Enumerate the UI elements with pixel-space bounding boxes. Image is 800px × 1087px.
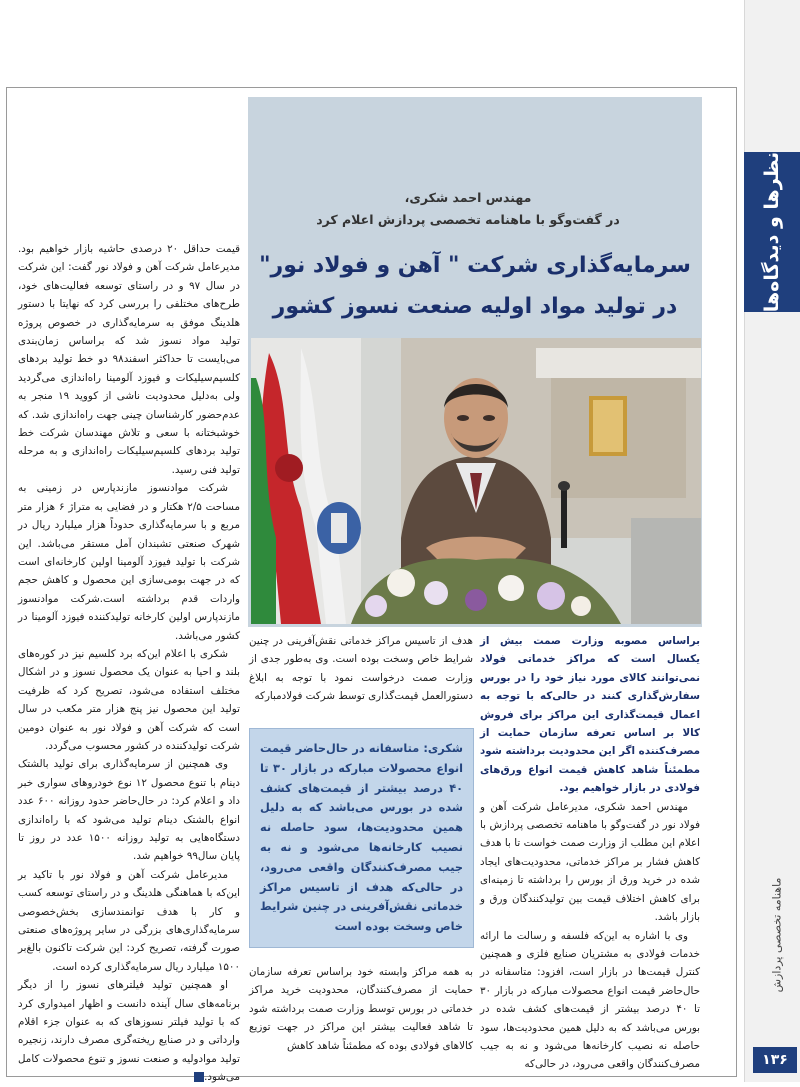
column-middle-bottom — [249, 963, 473, 1055]
context-line: در گفت‌وگو با ماهنامه تخصصی پردازش اعلام کرد — [316, 212, 620, 227]
magazine-name-vertical — [762, 830, 792, 1040]
body-paragraph: هدف از تاسیس مراکز خدماتی نقش‌آفرینی در چنین شرایط خاص وسخت بوده است. وی به‌طور جدی از وزارت صمت درخواست نمود با توجه به ابلاغ دستورالعمل قیمت‌گذاری توسط شرکت فولادمبارکه — [249, 635, 473, 703]
column-left — [18, 240, 240, 1087]
body-paragraph: شکری با اعلام این‌که برد کلسیم نیز در کوره‌های بلند و احیا به عنوان یک محصول نسوز و در اشکال مختلف استفاده می‌شود، تصریح کرد که ظرفیت تولید این محصول نیز پنج هزار متر مکعب در سال است که شرکت آهن و فولاد نور به عنوان دومین شرکت تولیدکننده در کشور محسوب می‌گردد. — [18, 647, 240, 752]
body-paragraph: او همچنین تولید فیلترهای نسوز را از دیگر برنامه‌های سال آینده دانست و اظهار امیدواری کرد که با تولید فیلتر نسوزهای که به عنوان جزء اقلام وارداتی و در صنایع ریخته‌گری مصرف دارند، زنجیره تولید موادولیه و صنعت نسوز و تنوع محصولات کامل می‌شود. — [18, 979, 240, 1084]
end-mark-icon — [194, 1072, 204, 1082]
section-tab-label: نظرها و دیدگاه‌ها — [761, 151, 783, 313]
body-paragraph: مهندس احمد شکری، مدیرعامل شرکت آهن و فولاد نور در گفت‌وگو با ماهنامه تخصصی پردازش با اعلام این مطلب از وزارت صمت خواست تا با هدف کاهش فشار بر مراکز خدماتی، محدودیت‌های ایجاد شده در خرید ورق از بورس را برداشته تا زمینه‌ای برای کاهش اختلاف قیمت بین تولیدکنندگان ورق و بازار باشد. — [480, 800, 700, 924]
body-paragraph: شرکت موادنسوز مازندپارس در زمینی به مساحت ۲/۵ هکتار و در فضایی به متراژ ۶ هزار متر مربع و با سرمایه‌گذاری حدوداً هزار میلیارد ریال در شهرک صنعتی تشبندان آمل مستقر می‌باشد. این شرکت با تولید فیوزد آلومینا اولین کارخانه‌ای است که در جهت بومی‌سازی این محصول و کاهش حجم واردات قدم برداشته است.شرکت موادنسوز مازندپارس اولین کارخانه تولیدکننده فیوزد آلومینا در کشور می‌باشد. — [18, 482, 240, 642]
body-paragraph: به همه مراکز وابسته خود براساس تعرفه سازمان حمایت از مصرف‌کنندگان، محدودیت خرید مراکز خدماتی در بورس توسط وزارت صمت برداشته شود تا شاهد فعالیت بیشتر این مراکز در جهت توزیع کالاهای فولادی بوده که مطمئناً شاهد کاهش — [249, 966, 473, 1052]
column-middle-top — [249, 632, 473, 706]
interview-photo — [251, 338, 701, 624]
body-paragraph: قیمت حداقل ۲۰ درصدی حاشیه بازار خواهیم بود. مدیرعامل شرکت آهن و فولاد نور گفت: این شرکت در سال ۹۷ و در راستای توسعه فعالیت‌های خود، طرح‌های مختلفی را بررسی کرد که نهایتا با دستور هلدینگ موفق به سرمایه‌گذاری در خصوص پروژه تولید مواد نسوز شد که براساس زمان‌بندی می‌بایست تا حداکثر اسفند۹۸ دو خط تولید بردهای کلسیم‌سیلیکات و فیوزد آلومینا راه‌اندازی می‌گردید ولی به‌دلیل محدودیت ناشی از کووید ۱۹ منجر به عدم‌حضور کارشناسان چینی جهت راه‌اندازی شد. که خوشبختانه با سعی و تلاش مهندسان شرکت خط تولید بردهای کلسیم‌سیلیکات راه‌اندازی و به مرحله تولید فنی رسید. — [18, 243, 240, 476]
magazine-name: ماهنامه تخصصی پردازش — [770, 877, 784, 993]
body-paragraph: مدیرعامل شرکت آهن و فولاد نور با تاکید بر این‌که با هماهنگی هلدینگ و در راستای توسعه کسب و کار با هدف توانمندسازی بخش‌خصوصی سرمایه‌گذاری‌های بزرگی در سایر پروژه‌های صنعتی صورت گرفته، تصریح کرد: این شرکت تاکنون بالغ‌بر ۱۵۰۰ میلیارد ریال سرمایه‌گذاری کرده است. — [18, 868, 240, 973]
article-title-line1: سرمایه‌گذاری شرکت " آهن و فولاد نور" — [259, 253, 691, 278]
lead-paragraph: براساس مصوبه وزارت صمت بیش از یکسال است که مراکز خدماتی فولاد نمی‌توانند کالای مورد نیاز خود را در بورس سفارش‌گذاری کنند در حالی‌که با توجه به اعمال قیمت‌گذاری این مراکز برای فروش کالا بر اساس تعرفه سازمان حمایت از مصرف‌کننده اگر این محدودیت برداشته شود مطمئناً شاهد کاهش قیمت انواع ورق‌های فولادی در بازار خواهیم بود. — [480, 635, 700, 795]
speaker-line: مهندس احمد شکری، — [404, 190, 532, 205]
body-paragraph: وی با اشاره به این‌که فلسفه و رسالت ما ارائه خدمات فولادی به مشتریان صنایع فلزی و همچنین کنترل قیمت‌ها در بازار است، افزود: متاسفانه در حال‌حاضر قیمت انواع محصولات مبارکه در بازار ۳۰ تا ۴۰ درصد بیشتر از قیمت‌های کشف شده در بورس می‌باشد که به دلیل همین محدودیت‌ها، سود حاصله نه نصیب کارخانه‌ها می‌شود و نه به جیب مصرف‌کنندگان واقعی می‌رود، در حالی‌که — [480, 929, 701, 1071]
column-right — [480, 632, 700, 1074]
body-paragraph: وی همچنین از سرمایه‌گذاری برای تولید بالشتک دینام با تنوع محصول ۱۲ نوع خودروهای سواری خبر داد و اعلام کرد: در حال‌حاضر حدود روزانه ۶۰۰ عدد انواع بالشتک دینام تولید می‌شود که با راه‌اندازی دستگاه‌هایی به تولید روزانه ۱۵۰۰ عدد در روز تا پایان سال۹۹ خواهیم شد. — [18, 758, 240, 863]
article-title-line2: در تولید مواد اولیه صنعت نسوز کشور — [272, 294, 678, 319]
pull-quote-text: شکری: متاسفانه در حال‌حاضر قیمت انواع محصولات مبارکه در بازار ۳۰ تا ۴۰ درصد بیشتر از قیمت‌های کشف شده در بورس می‌باشد که به دلیل همین محدودیت‌ها، سود حاصله نه نصیب کارخانه‌ها می‌شود و نه به جیب مصرف‌کنندگان واقعی می‌رود، در حالی‌که هدف از تاسیس مراکز خدماتی نقش‌آفرینی در چنین شرایط خاص وسخت بوده است — [260, 742, 463, 934]
interview-photo-illustration — [251, 338, 701, 624]
section-tab — [744, 152, 800, 312]
page-number: ۱۳۶ — [753, 1047, 797, 1073]
pull-quote-box — [249, 728, 474, 948]
